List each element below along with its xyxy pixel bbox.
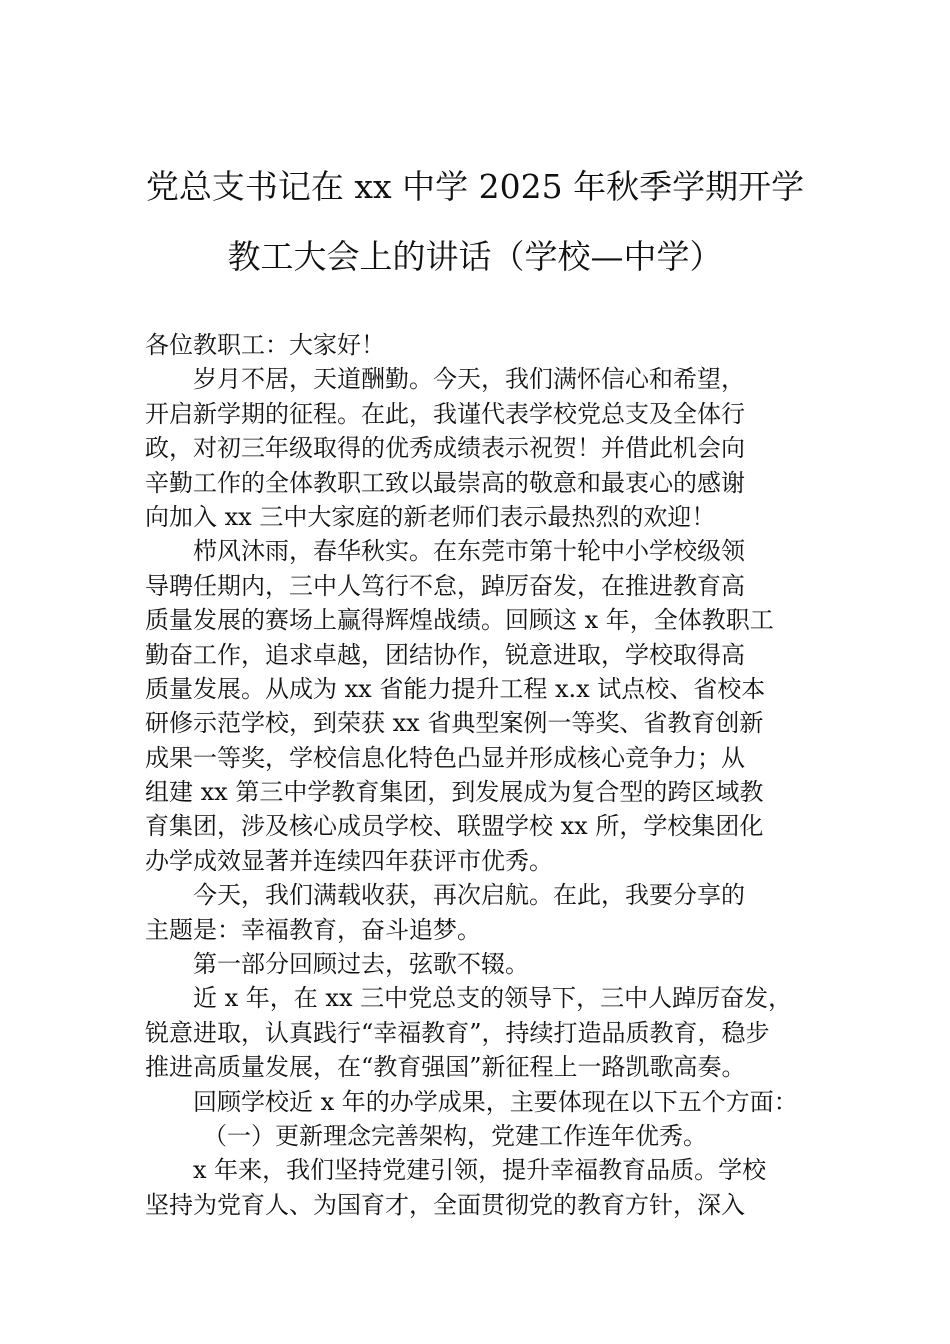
paragraph-line: 岁月不居，天道酬勤。今天，我们满怀信心和希望， bbox=[193, 365, 745, 394]
salutation: 各位教职工：大家好！ bbox=[145, 331, 385, 359]
paragraph-line: x 年来，我们坚持党建引领，提升幸福教育品质。学校 bbox=[193, 1156, 767, 1185]
paragraph-line: 育集团，涉及核心成员学校、联盟学校 xx 所，学校集团化 bbox=[145, 812, 764, 841]
paragraph-line: 成果一等奖，学校信息化特色凸显并形成核心竞争力；从 bbox=[145, 743, 745, 772]
paragraph-line: 办学成效显著并连续四年获评市优秀。 bbox=[145, 846, 553, 875]
paragraph-line: 栉风沐雨，春华秋实。在东莞市第十轮中小学校级领 bbox=[193, 537, 745, 566]
paragraph-line: 导聘任期内，三中人笃行不怠，踔厉奋发，在推进教育高 bbox=[145, 571, 745, 600]
paragraph-line: 辛勤工作的全体教职工致以最崇高的敬意和最衷心的感谢 bbox=[145, 468, 745, 497]
paragraph-line: 政，对初三年级取得的优秀成绩表示祝贺！并借此机会向 bbox=[145, 434, 745, 463]
paragraph-line: 质量发展的赛场上赢得辉煌战绩。回顾这 x 年，全体教职工 bbox=[145, 606, 774, 635]
paragraph-line: 组建 xx 第三中学教育集团，到发展成为复合型的跨区域教 bbox=[145, 778, 764, 807]
document-title-line-1: 党总支书记在 xx 中学 2025 年秋季学期开学 bbox=[145, 167, 805, 206]
paragraph-line: 今天，我们满载收获，再次启航。在此，我要分享的 bbox=[193, 881, 745, 910]
document-title-line-2: 教工大会上的讲话（学校—中学） bbox=[227, 237, 723, 276]
paragraph-line: 研修示范学校，到荣获 xx 省典型案例一等奖、省教育创新 bbox=[145, 709, 764, 738]
paragraph-line: 质量发展。从成为 xx 省能力提升工程 x.x 试点校、省校本 bbox=[145, 674, 766, 703]
paragraph-line: 回顾学校近 x 年的办学成果，主要体现在以下五个方面： bbox=[193, 1087, 798, 1116]
paragraph-line: 坚持为党育人、为国育才，全面贯彻党的教育方针，深入 bbox=[145, 1190, 745, 1219]
paragraph-line: 推进高质量发展，在“教育强国”新征程上一路凯歌高奏。 bbox=[145, 1053, 746, 1082]
paragraph-line: 主题是：幸福教育，奋斗追梦。 bbox=[145, 915, 481, 944]
subsection-heading: （一）更新理念完善架构，党建工作连年优秀。 bbox=[203, 1121, 707, 1150]
section-heading: 第一部分回顾过去，弦歌不辍。 bbox=[193, 950, 529, 979]
paragraph-line: 近 x 年，在 xx 三中党总支的领导下，三中人踔厉奋发， bbox=[193, 984, 793, 1013]
paragraph-line: 勤奋工作，追求卓越，团结协作，锐意进取，学校取得高 bbox=[145, 640, 745, 669]
paragraph-line: 向加入 xx 三中大家庭的新老师们表示最热烈的欢迎！ bbox=[145, 502, 716, 531]
paragraph-line: 开启新学期的征程。在此，我谨代表学校党总支及全体行 bbox=[145, 399, 745, 428]
document-body bbox=[145, 328, 845, 1222]
paragraph-line: 锐意进取，认真践行“幸福教育”，持续打造品质教育，稳步 bbox=[145, 1018, 770, 1047]
